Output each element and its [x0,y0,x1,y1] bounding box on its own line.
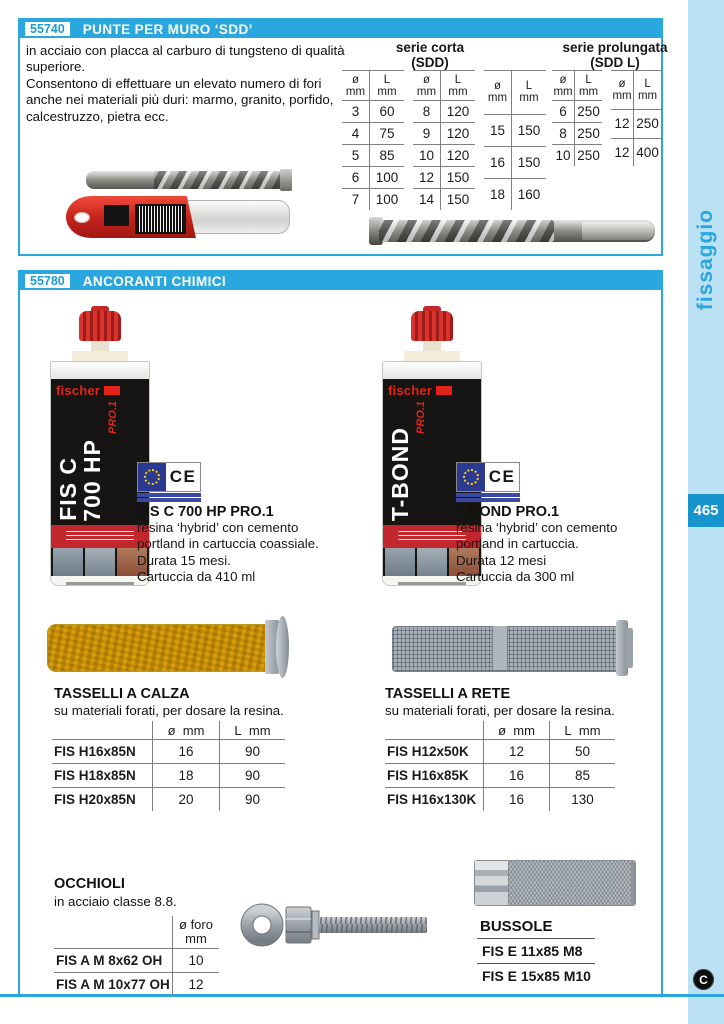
product-spec-line: portland in cartuccia. [456,536,579,552]
table-row: 6 250 [552,101,602,123]
table-row: 8 250 [552,123,602,145]
cartridge-photo-strip [51,548,149,576]
table-row: 5 85 [342,145,404,167]
section-ancoranti [18,270,663,994]
serie-prolungata-title [535,40,695,70]
ce-certification-logo [137,462,201,502]
eu-stars-icon [457,463,485,491]
table-row: 7 100 [342,189,404,211]
large-drill-image [365,214,657,248]
fischer-brand-logo [388,383,476,398]
serie-corta-subtitle: (SDD) [411,55,449,70]
cartridge-cap [411,311,453,341]
drill-shank [582,222,655,240]
serie-prolungata-title-text: serie prolungata [562,40,668,55]
description-paragraph: in acciaio con placca al carburo di tungsteno di qualità superiore. [26,43,345,75]
package-label-display [104,205,129,226]
col-header-hole-diameter: ø foro mm [173,916,220,949]
bussole-list [477,938,595,988]
col-header-length: L mm [441,71,476,101]
product-title: FIS C 700 HP PRO.1 [137,504,274,520]
product-title: T-BOND PRO.1 [456,504,560,520]
brand-box-icon [104,386,120,395]
product-spec-line: Durata 15 mesi. [137,552,231,568]
category-label-text: fissaggio [694,209,717,311]
ce-certification-logo [456,462,520,502]
table-row: 10 250 [552,145,602,167]
eu-stars-icon [138,463,166,491]
drill-package-image [66,196,290,238]
col-header-diameter: ø mm [484,721,550,740]
occhioli-title: OCCHIOLI [54,876,125,892]
serie-prolungata-subtitle: (SDD L) [590,55,640,70]
cartridge-body [50,361,150,586]
col-header-length: L mm [634,71,661,110]
table-row: 16 150 [484,146,546,178]
product-spec-line: resina ‘hybrid’ con cemento [137,520,299,535]
sleeve-segmented-end [475,861,509,905]
col-header-length: L mm [370,71,405,101]
cartridge-foot [51,576,149,585]
ce-caption-bar [137,493,201,497]
page-number-badge: 465 [688,494,724,527]
cartridge-label [51,379,149,525]
bussole-title: BUSSOLE [480,918,553,935]
list-item: FIS E 11x85 M8 [477,938,595,963]
row-label-header [54,916,173,949]
list-item: FIS E 15x85 M10 [477,963,595,988]
col-header-diameter: ø mm [153,721,220,740]
eyebolt-washer [312,911,319,939]
ce-mark: CE [488,467,516,486]
brand-text: fischer [388,383,433,399]
occhioli-table [54,916,219,996]
table-row: 12 250 [611,109,661,138]
section-punte-header-bar [20,20,661,38]
cartridge-product-name [57,401,145,521]
table-row: 15 150 [484,114,546,146]
tasselli-calza-subtitle: su materiali forati, per dosare la resina. [54,703,284,718]
ce-mark: CE [169,467,197,486]
col-header-diameter: ø mm [413,71,441,101]
label-pro-badge: PRO.1 [415,401,427,435]
serie-prolungata-table-2 [611,70,661,166]
description-paragraph: Consentono di effettuare un elevato numero di fori anche nei materiali più duri: marmo, granito, porfido, calcestruzzo, pietra ecc. [26,75,334,124]
sleeve-mesh [47,624,271,672]
table-row: FIS A M 10x77 OH 12 [54,973,219,997]
table-row: 14 150 [413,189,475,211]
table-row: 10 120 [413,145,475,167]
brand-text: fischer [56,383,101,399]
col-header-length: L mm [220,721,286,740]
application-photo [53,548,83,576]
section-ancoranti-header-bar [20,272,661,290]
serie-prolungata-table-1 [552,70,602,166]
table-row: FIS H18x85N 18 90 [52,764,285,788]
product-spec-line: resina ‘hybrid’ con cemento [456,520,618,535]
serie-corta-tables [342,70,546,210]
drill-flutes [154,171,284,189]
product-spec-line: Cartuccia da 410 ml [137,569,256,585]
t-bond-product-text [456,504,691,586]
application-photo [385,548,415,576]
tasselli-rete-subtitle: su materiali forati, per dosare la resina. [385,703,615,718]
table-row: 9 120 [413,123,475,145]
col-header-diameter: ø mm [484,71,512,115]
tasselli-rete-title: TASSELLI A RETE [385,686,511,702]
table-row: FIS H20x85N 20 90 [52,788,285,812]
sleeve-flange-lip [626,628,633,668]
package-hang-hole [74,212,90,223]
application-photo [85,548,115,576]
table-row: 4 75 [342,123,404,145]
row-label-header [52,721,153,740]
section-punte-title: PUNTE PER MURO ‘SDD’ [82,21,253,37]
table-row: FIS H16x85N 16 90 [52,740,285,764]
label-name-line: FIS C [55,457,81,522]
serie-corta-table-2 [413,70,475,210]
serie-corta-table-1 [342,70,404,210]
yellow-sleeve-image [47,614,291,680]
fis-c-product-text [137,504,372,586]
col-header-length: L mm [550,721,616,740]
sleeve-flange [276,616,289,678]
col-header-length: L mm [512,71,547,115]
table-row: 18 160 [484,179,546,210]
ce-caption-bar [137,498,201,502]
product-description [26,43,350,125]
package-barcode [135,204,186,234]
table-row: FIS H16x85K 16 85 [385,764,615,788]
small-drill-image [86,166,298,190]
serie-prolungata-tables [552,70,661,166]
serie-corta-title [330,40,530,70]
mesh-sleeve-image [392,620,636,676]
product-spec-line: Durata 12 mesi [456,552,547,568]
label-pro-badge: PRO.1 [107,401,119,435]
tasselli-calza-table [52,721,285,811]
sleeve-band [492,626,508,670]
eyebolt-ring [247,910,277,940]
table-row: 12 400 [611,138,661,166]
label-name-line: 700 HP [79,438,105,522]
table-row: 8 120 [413,101,475,123]
metal-sleeve-image [474,856,640,908]
application-photo [417,548,447,576]
drill-flutes [379,220,554,242]
ce-caption-bar [456,498,520,502]
drill-tip [280,169,292,191]
section-ancoranti-code-chip: 55780 [25,274,70,288]
ce-caption-bar [456,493,520,497]
serie-corta-table-3 [484,70,546,210]
tasselli-rete-table [385,721,615,811]
sleeve-knurled-body [474,860,636,906]
cartridge-body-top [51,362,149,379]
cartridge-cap [79,311,121,341]
cartridge-body-top [383,362,481,379]
table-row: 3 60 [342,101,404,123]
label-name-line: T-BOND [387,427,413,522]
occhioli-subtitle: in acciaio classe 8.8. [54,894,177,909]
col-header-diameter: ø mm [552,71,575,101]
col-header-diameter: ø mm [342,71,370,101]
table-row: FIS H12x50K 12 50 [385,740,615,764]
col-header-diameter: ø mm [611,71,634,110]
eyebolt-nut [286,907,311,943]
fischer-brand-logo [56,383,144,398]
section-punte-code-chip: 55740 [25,22,70,36]
section-punte [18,18,668,256]
table-row: 12 150 [413,167,475,189]
tasselli-calza-title: TASSELLI A CALZA [54,686,190,702]
cartridge-red-band [51,525,149,548]
product-spec-line: Cartuccia da 300 ml [456,569,575,585]
section-ancoranti-title: ANCORANTI CHIMICI [82,273,227,289]
col-header-length: L mm [575,71,602,101]
serie-corta-title-text: serie corta [395,40,465,55]
sleeve-edge [631,861,635,905]
product-spec-line: portland in cartuccia coassiale. [137,536,319,552]
table-row: FIS H16x130K 16 130 [385,788,615,812]
row-label-header [385,721,484,740]
eyebolt-image [224,888,434,960]
sidebar-category-label [688,200,724,320]
brand-box-icon [436,386,452,395]
table-row: 6 100 [342,167,404,189]
publisher-logo: C [693,969,714,990]
table-row: FIS A M 8x62 OH 10 [54,949,219,973]
